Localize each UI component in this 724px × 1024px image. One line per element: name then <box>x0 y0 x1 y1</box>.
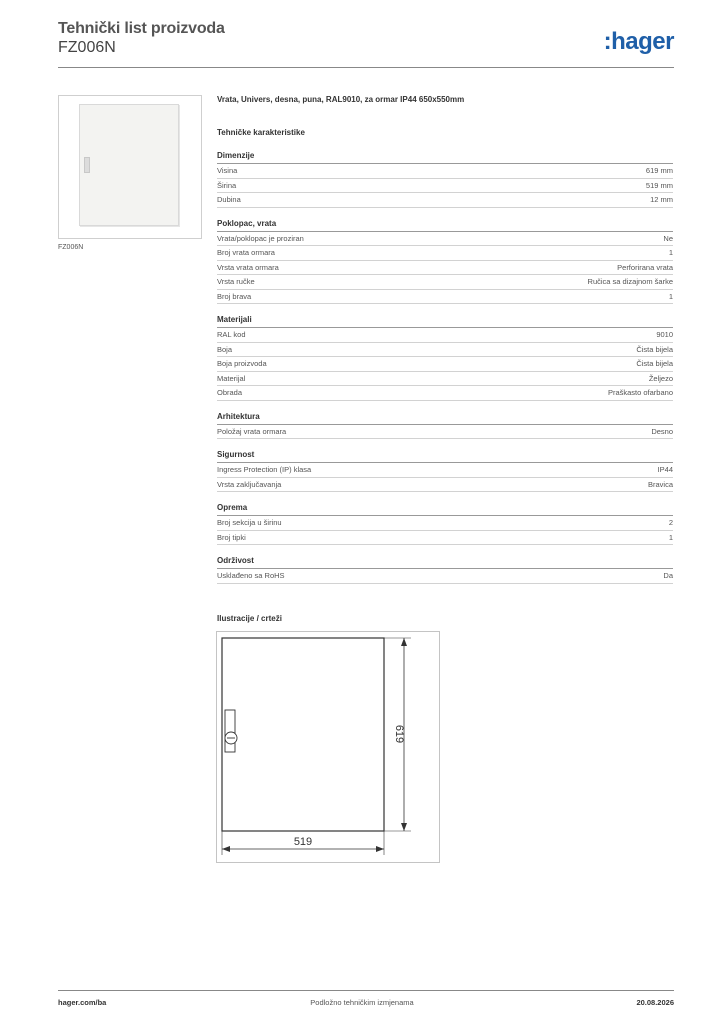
spec-section <box>217 151 673 208</box>
section-title: Dimenzije <box>217 151 673 164</box>
spec-row <box>217 569 673 584</box>
spec-row <box>217 343 673 358</box>
spec-row <box>217 275 673 290</box>
spec-content <box>217 95 673 595</box>
footer-notice: Podložno tehničkim izmjenama <box>310 998 414 1007</box>
spec-row <box>217 516 673 531</box>
section-title: Poklopac, vrata <box>217 219 673 232</box>
spec-value: Da <box>663 571 673 580</box>
spec-label: Broj vrata ormara <box>217 248 275 257</box>
spec-row <box>217 246 673 261</box>
spec-section <box>217 412 673 440</box>
spec-section <box>217 315 673 401</box>
spec-row <box>217 179 673 194</box>
spec-value: 619 mm <box>645 166 673 175</box>
handle-outline <box>225 710 235 752</box>
spec-row <box>217 193 673 208</box>
spec-label: Vrsta vrata ormara <box>217 262 279 272</box>
spec-value: Čista bijela <box>636 359 673 368</box>
document-title: Tehnički list proizvoda <box>58 20 225 37</box>
spec-value: 12 mm <box>650 195 673 204</box>
height-arrow-top <box>401 638 407 646</box>
section-title: Arhitektura <box>217 412 673 425</box>
width-arrow-left <box>222 846 230 852</box>
spec-section <box>217 556 673 584</box>
section-title: Održivost <box>217 556 673 569</box>
spec-row <box>217 463 673 478</box>
spec-value: Ne <box>663 233 673 243</box>
spec-label: Položaj vrata ormara <box>217 426 287 436</box>
spec-section <box>217 503 673 545</box>
spec-label: Vrsta zaključavanja <box>217 479 282 489</box>
spec-value: 1 <box>668 532 673 542</box>
spec-value: Praškasto ofarbano <box>607 388 673 397</box>
spec-row <box>217 372 673 387</box>
spec-label: Broj tipki <box>217 532 246 542</box>
spec-value: Ručica sa dizajnom šarke <box>587 277 673 286</box>
spec-label: Usklađeno sa RoHS <box>217 571 285 580</box>
spec-label: Vrsta ručke <box>217 277 255 286</box>
spec-sections <box>217 151 673 584</box>
spec-value: Željezo <box>648 373 673 383</box>
footer-website: hager.com/ba <box>58 998 107 1007</box>
spec-label: Materijal <box>217 373 246 383</box>
spec-value: Desno <box>651 426 673 436</box>
product-photo <box>58 95 202 239</box>
spec-label: Dubina <box>217 195 241 204</box>
spec-section <box>217 219 673 305</box>
section-title: Oprema <box>217 503 673 516</box>
spec-value: Čista bijela <box>636 344 673 354</box>
spec-label: RAL kod <box>217 330 246 339</box>
product-description: Vrata, Univers, desna, puna, RAL9010, za ormar IP44 650x550mm <box>217 95 465 104</box>
height-label: 619 <box>393 724 405 744</box>
spec-row <box>217 164 673 179</box>
spec-value: 2 <box>668 518 673 527</box>
spec-row <box>217 290 673 305</box>
spec-row <box>217 478 673 493</box>
spec-label: Obrada <box>217 388 243 397</box>
page-header <box>58 20 674 57</box>
spec-label: Boja proizvoda <box>217 359 267 368</box>
spec-value: IP44 <box>657 465 673 474</box>
spec-row <box>217 357 673 372</box>
footer-divider <box>58 990 674 991</box>
door-handle-image <box>84 157 90 173</box>
spec-row <box>217 531 673 546</box>
logo-mark: : <box>603 28 612 55</box>
header-divider <box>58 67 674 68</box>
spec-value: Perforirana vrata <box>617 262 673 272</box>
spec-label: Visina <box>217 166 238 175</box>
spec-row <box>217 232 673 247</box>
spec-label: Broj brava <box>217 291 252 301</box>
door-image <box>79 104 179 226</box>
drawing-svg <box>217 632 439 862</box>
width-label: 519 <box>293 836 313 848</box>
spec-value: 1 <box>668 291 673 301</box>
tech-characteristics-title: Tehničke karakteristike <box>217 128 305 137</box>
illustrations-title: Ilustracije / crteži <box>217 614 282 623</box>
spec-row <box>217 261 673 276</box>
logo-text: hager <box>611 28 674 55</box>
section-title: Materijali <box>217 315 673 328</box>
spec-row <box>217 328 673 343</box>
hager-logo <box>604 28 674 56</box>
product-code: FZ006N <box>58 39 116 56</box>
spec-section <box>217 450 673 492</box>
section-title: Sigurnost <box>217 450 673 463</box>
spec-label: Boja <box>217 344 233 354</box>
spec-value: 519 mm <box>645 180 673 190</box>
spec-label: Širina <box>217 180 237 190</box>
spec-label: Vrata/poklopac je proziran <box>217 233 304 243</box>
spec-row <box>217 425 673 440</box>
height-arrow-bottom <box>401 823 407 831</box>
door-outline <box>222 638 384 831</box>
footer-date: 20.08.2026 <box>636 998 674 1007</box>
spec-row <box>217 386 673 401</box>
spec-value: 1 <box>668 248 673 257</box>
spec-value: 9010 <box>656 330 673 339</box>
width-arrow-right <box>376 846 384 852</box>
photo-caption: FZ006N <box>58 244 84 251</box>
technical-drawing <box>216 631 440 863</box>
spec-label: Ingress Protection (IP) klasa <box>217 465 312 474</box>
spec-label: Broj sekcija u širinu <box>217 518 282 527</box>
spec-value: Bravica <box>647 479 673 489</box>
